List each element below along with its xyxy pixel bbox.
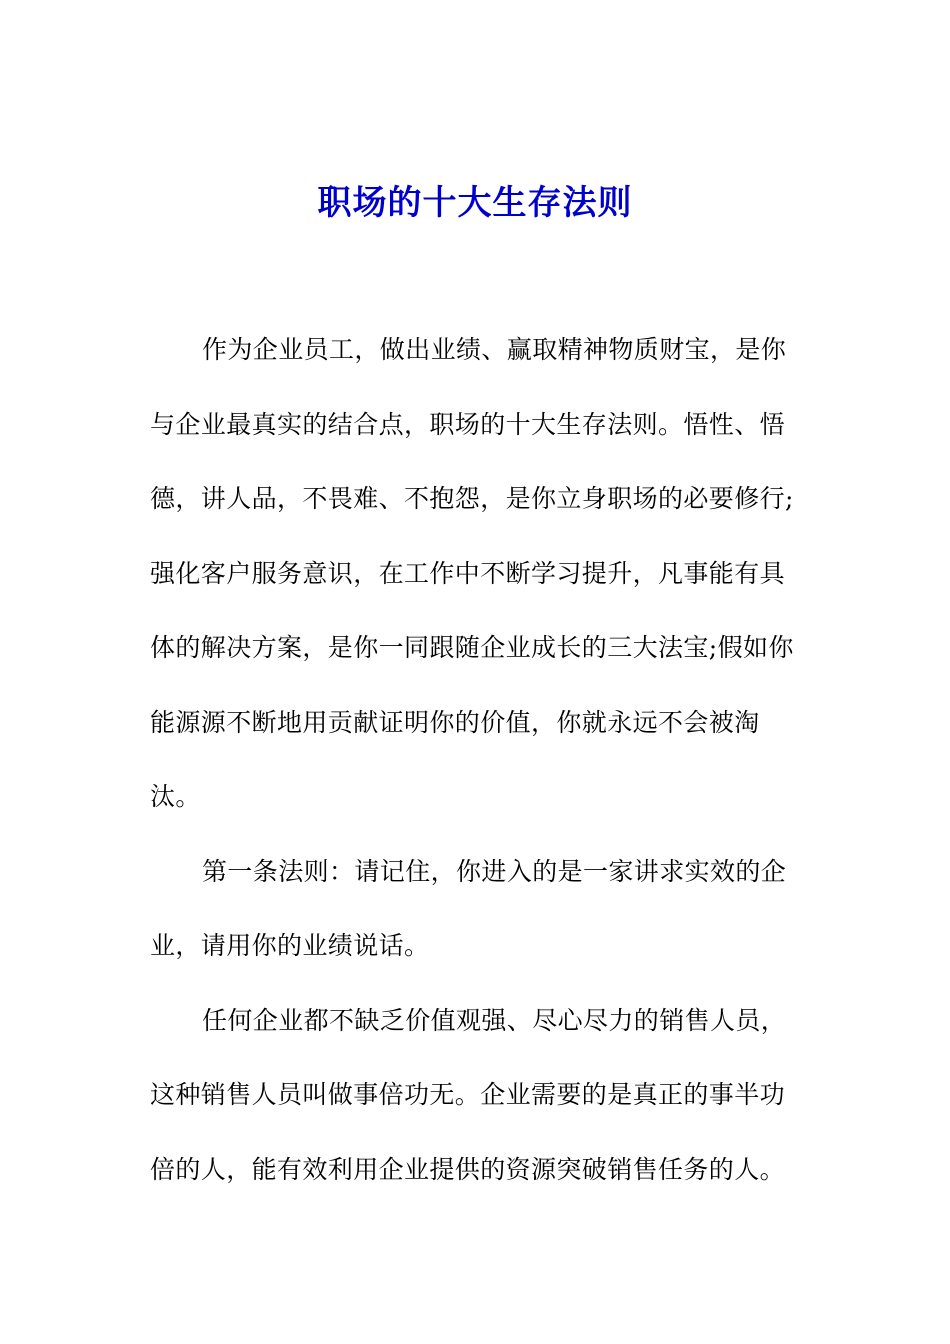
- body-line: 这种销售人员叫做事倍功无。企业需要的是真正的事半功: [150, 1080, 786, 1109]
- body-line: 第一条法则：请记住，你进入的是一家讲求实效的企: [202, 856, 787, 886]
- body-line: 汰。: [150, 782, 201, 811]
- body-line: 任何企业都不缺乏价值观强、尽心尽力的销售人员，: [202, 1005, 787, 1035]
- body-line: 强化客户服务意识，在工作中不断学习提升，凡事能有具: [150, 558, 786, 588]
- body-line: 倍的人，能有效利用企业提供的资源突破销售任务的人。: [150, 1154, 786, 1184]
- document-title: 职场的十大生存法则: [317, 183, 633, 223]
- body-line: 体的解决方案，是你一同跟随企业成长的三大法宝;假如你: [150, 633, 794, 662]
- document-body: [150, 327, 805, 1221]
- body-line: 能源源不断地用贡献证明你的价值，你就永远不会被淘: [150, 707, 760, 737]
- body-line: 德，讲人品，不畏难、不抱怨，是你立身职场的必要修行;: [150, 484, 794, 513]
- body-line: 业，请用你的业绩说话。: [150, 931, 430, 960]
- body-line: 作为企业员工，做出业绩、赢取精神物质财宝，是你: [202, 335, 787, 364]
- body-line: 与企业最真实的结合点，职场的十大生存法则。悟性、悟: [150, 409, 786, 439]
